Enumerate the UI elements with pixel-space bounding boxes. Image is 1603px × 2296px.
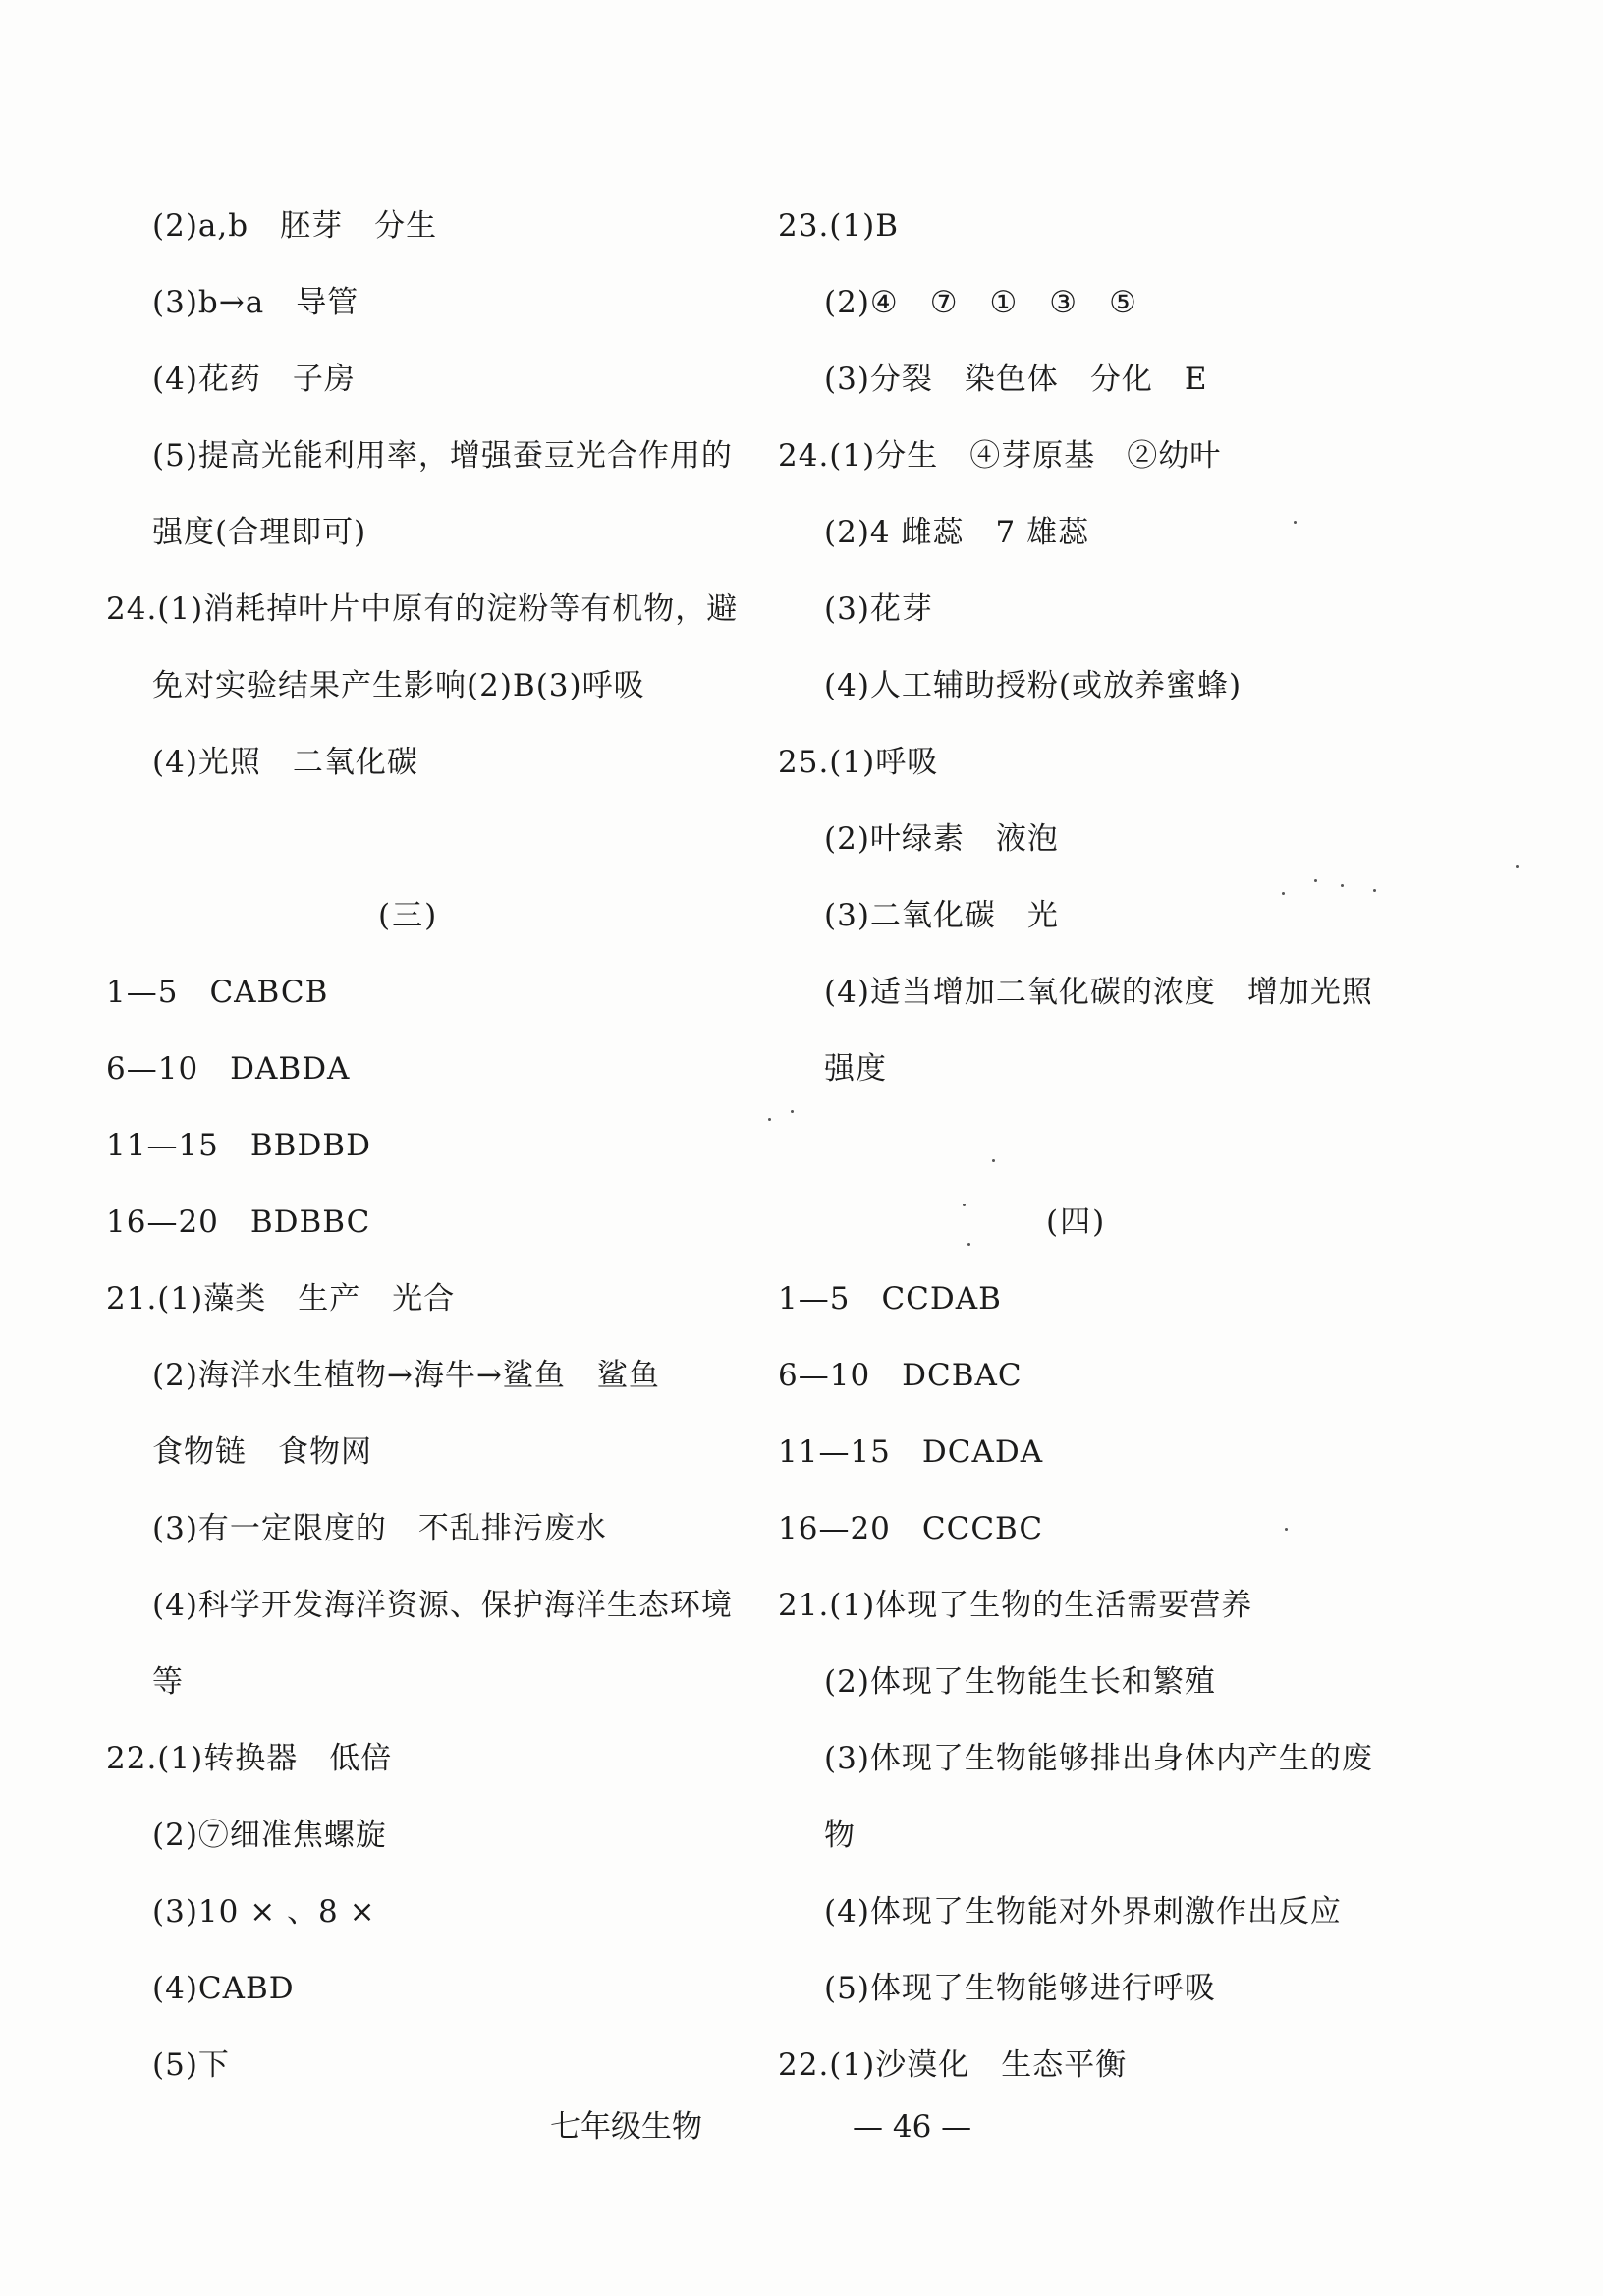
- answer-range: 1—5 CCDAB: [778, 1281, 1002, 1316]
- answer-range: 1—5 CABCB: [106, 975, 329, 1010]
- right-line: 24.(1)分生 ④芽原基 ②幼叶: [778, 438, 1222, 474]
- right-line: (3)体现了生物能够排出身体内产生的废: [824, 1741, 1373, 1776]
- right-line: (4)体现了生物能对外界刺激作出反应: [824, 1894, 1342, 1930]
- right-line: 21.(1)体现了生物的生活需要营养: [778, 1588, 1253, 1623]
- right-line: 22.(1)沙漠化 生态平衡: [778, 2047, 1128, 2083]
- right-line: (3)二氧化碳 光: [824, 898, 1059, 933]
- scan-speck: [791, 1110, 794, 1113]
- right-line: (2)叶绿素 液泡: [824, 821, 1059, 857]
- right-line: 23.(1)B: [778, 208, 899, 244]
- right-line: (5)体现了生物能够进行呼吸: [824, 1971, 1216, 2006]
- left-line: 24.(1)消耗掉叶片中原有的淀粉等有机物，避: [106, 591, 739, 627]
- scan-speck: [992, 1159, 995, 1162]
- left-line: (4)光照 二氧化碳: [152, 745, 418, 780]
- scan-speck: [1314, 879, 1317, 882]
- right-line: 25.(1)呼吸: [778, 745, 939, 780]
- right-line: 物: [824, 1818, 856, 1853]
- right-line: (2)4 雌蕊 7 雄蕊: [824, 515, 1090, 550]
- scan-speck: [1285, 1528, 1288, 1531]
- left-line: (2)⑦细准焦螺旋: [152, 1818, 387, 1853]
- answer-range: 16—20 BDBBC: [106, 1204, 371, 1240]
- scan-speck: [963, 1204, 966, 1206]
- left-line: (4)科学开发海洋资源、保护海洋生态环境: [152, 1588, 733, 1623]
- scan-speck: [1341, 884, 1344, 887]
- right-line: 强度: [824, 1051, 887, 1087]
- right-line: (4)人工辅助授粉(或放养蜜蜂): [824, 668, 1243, 703]
- right-line: (3)花芽: [824, 591, 933, 627]
- answer-range: 11—15 BBDBD: [106, 1128, 371, 1163]
- left-line: (4)花药 子房: [152, 362, 356, 397]
- left-line: 等: [152, 1664, 184, 1700]
- left-line: 22.(1)转换器 低倍: [106, 1741, 393, 1776]
- footer-page-number: — 46 —: [853, 2109, 972, 2145]
- left-line: 免对实验结果产生影响(2)B(3)呼吸: [152, 668, 645, 703]
- left-line: (2)海洋水生植物→海牛→鲨鱼 鲨鱼: [152, 1358, 660, 1393]
- left-line: (5)提高光能利用率，增强蚕豆光合作用的: [152, 438, 733, 474]
- scan-speck: [768, 1118, 771, 1121]
- left-line: (4)CABD: [152, 1971, 295, 2006]
- scan-speck: [1282, 892, 1285, 895]
- right-line: (2)体现了生物能生长和繁殖: [824, 1664, 1216, 1700]
- section-four-title: (四): [1046, 1204, 1107, 1240]
- left-line: (2)a,b 胚芽 分生: [152, 208, 438, 244]
- scan-speck: [1516, 865, 1519, 868]
- left-line: 21.(1)藻类 生产 光合: [106, 1281, 456, 1316]
- answer-range: 6—10 DABDA: [106, 1051, 351, 1087]
- scan-speck: [1373, 889, 1376, 892]
- answer-range: 11—15 DCADA: [778, 1434, 1044, 1470]
- scan-speck: [967, 1243, 970, 1246]
- right-line: (4)适当增加二氧化碳的浓度 增加光照: [824, 975, 1373, 1010]
- left-line: 强度(合理即可): [152, 515, 367, 550]
- left-line: (3)b→a 导管: [152, 285, 359, 320]
- right-line: (3)分裂 染色体 分化 E: [824, 362, 1208, 397]
- footer-subject: 七年级生物: [550, 2109, 702, 2145]
- left-line: (3)有一定限度的 不乱排污废水: [152, 1511, 607, 1546]
- answer-range: 6—10 DCBAC: [778, 1358, 1023, 1393]
- left-line: 食物链 食物网: [152, 1434, 372, 1470]
- section-three-title: (三): [378, 898, 439, 933]
- right-line: (2)④ ⑦ ① ③ ⑤: [824, 285, 1137, 320]
- left-line: (3)10 × 、8 ×: [152, 1894, 376, 1930]
- scan-speck: [1294, 521, 1297, 524]
- answer-range: 16—20 CCCBC: [778, 1511, 1044, 1546]
- left-line: (5)下: [152, 2047, 230, 2083]
